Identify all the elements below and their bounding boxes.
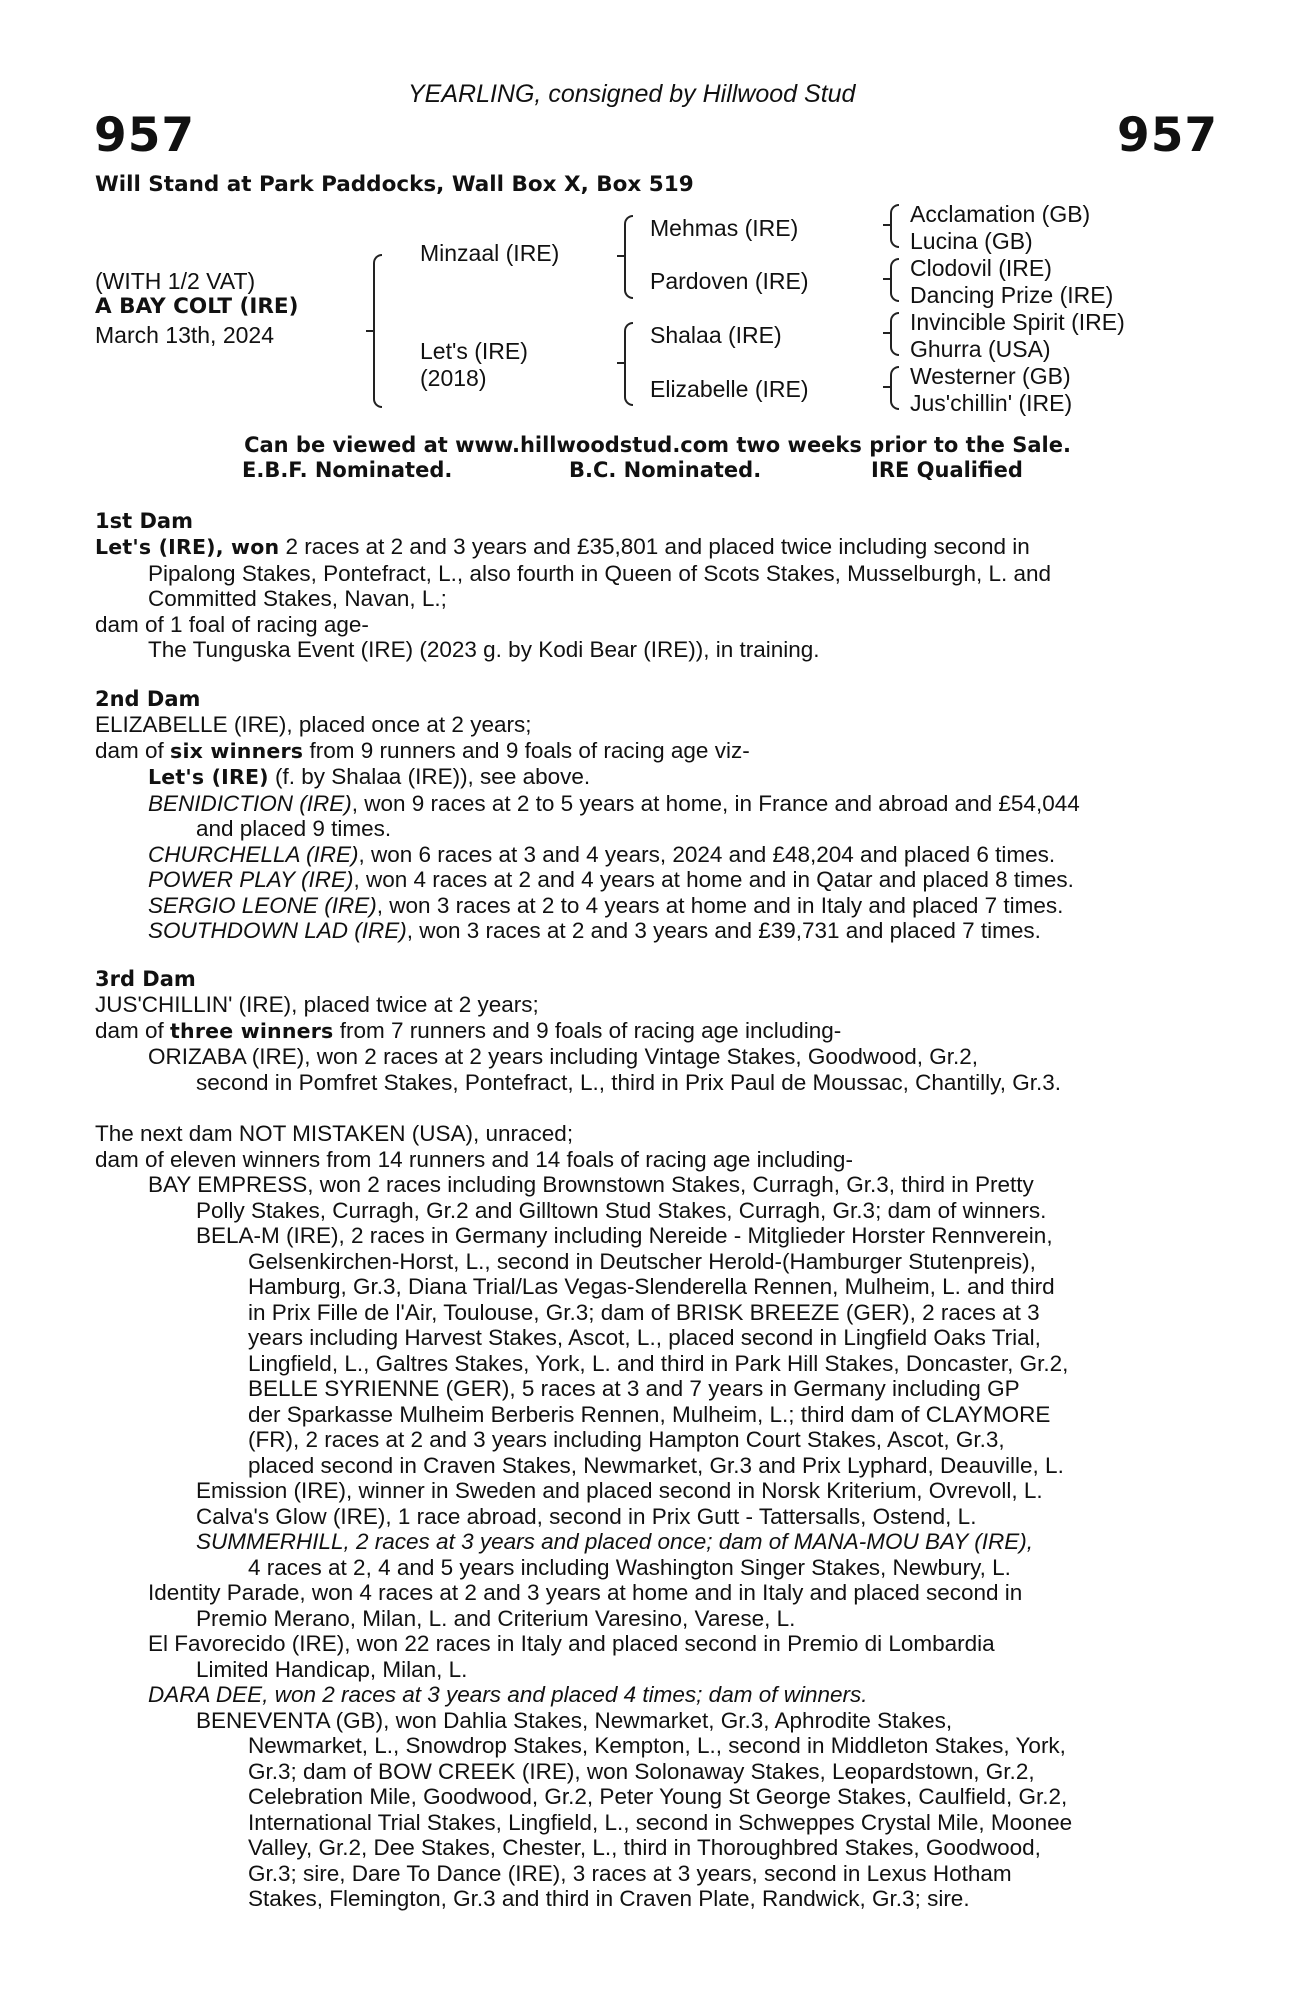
gd-brace-1-tip xyxy=(883,224,890,226)
bela-m-line-5: years including Harvest Stakes, Ascot, L., placed second in Lingfield Oaks Trial, xyxy=(248,1325,1041,1350)
produce-benidiction-text-2: and placed 9 times. xyxy=(196,816,392,841)
dam-year: (2018) xyxy=(420,365,487,391)
dam-name: Let's (IRE) xyxy=(420,338,528,364)
second-dam-text-2: from 9 runners and 9 foals of racing age viz- xyxy=(303,737,750,763)
third-dam-heading: 3rd Dam xyxy=(95,967,196,991)
produce-beneventa: BENEVENTA (GB), won Dahlia Stakes, Newmarket, Gr.3, Aphrodite Stakes, xyxy=(196,1707,953,1733)
produce-benidiction: BENIDICTION (IRE) xyxy=(148,790,352,816)
dam-sire: Shalaa (IRE) xyxy=(650,322,782,348)
produce-dara-dee: DARA DEE, won 2 races at 3 years and placed 4 times; dam of winners. xyxy=(148,1682,868,1707)
produce-churchella: CHURCHELLA (IRE) xyxy=(148,841,359,867)
beneventa-line-2: Newmarket, L., Snowdrop Stakes, Kempton, L., second in Middleton Stakes, York, xyxy=(248,1733,1066,1758)
dam-brace-tip xyxy=(617,362,624,364)
bela-m-line-10: placed second in Craven Stakes, Newmarket, Gr.3 and Prix Lyphard, Deauville, L. xyxy=(248,1452,1064,1478)
second-dam-winners: six winners xyxy=(170,738,304,763)
granddam-1: Acclamation (GB) xyxy=(910,201,1091,227)
second-dam-section xyxy=(95,687,1205,944)
el-favorecido-line-2: Limited Handicap, Milan, L. xyxy=(196,1656,468,1682)
second-dam-line-1: ELIZABELLE (IRE), placed once at 2 years; xyxy=(95,712,532,737)
gd-brace-3 xyxy=(890,312,899,356)
produce-bela-m: BELA-M (IRE), 2 races in Germany including Nereide - Mitglieder Horster Rennverein, xyxy=(196,1223,1053,1248)
first-dam-line-4: dam of 1 foal of racing age- xyxy=(95,611,369,637)
beneventa-line-4: Celebration Mile, Goodwood, Gr.2, Peter Young St George Stakes, Caulfield, Gr.2, xyxy=(248,1784,1068,1809)
granddam-3: Clodovil (IRE) xyxy=(910,255,1052,281)
third-dam-winners: three winners xyxy=(170,1018,334,1043)
sire-dam: Pardoven (IRE) xyxy=(650,268,809,294)
bela-m-line-4: in Prix Fille de l'Air, Toulouse, Gr.3; dam of BRISK BREEZE (GER), 2 races at 3 xyxy=(248,1299,1040,1325)
produce-bay-empress: BAY EMPRESS, won 2 races including Brownstown Stakes, Curragh, Gr.3, third in Pretty xyxy=(148,1172,1034,1197)
pedigree-brace-main xyxy=(373,254,382,408)
viewing-note: Can be viewed at www.hillwoodstud.com two weeks prior to the Sale. xyxy=(244,433,1071,457)
bay-empress-line-2: Polly Stakes, Curragh, Gr.2 and Gilltown Stud Stakes, Curragh, Gr.3; dam of winners. xyxy=(196,1197,1047,1223)
produce-sergio-leone-text: , won 3 races at 2 to 4 years at home and in Italy and placed 7 times. xyxy=(376,892,1064,918)
lot-number-left: 957 xyxy=(94,108,196,163)
second-dam-text: dam of xyxy=(95,737,171,763)
granddam-5: Invincible Spirit (IRE) xyxy=(910,309,1125,335)
third-dam-line-1: JUS'CHILLIN' (IRE), placed twice at 2 years; xyxy=(95,992,539,1017)
granddam-2: Lucina (GB) xyxy=(910,228,1033,254)
consignor-subtitle: YEARLING, consigned by Hillwood Stud xyxy=(408,80,856,108)
gd-brace-2 xyxy=(890,258,899,302)
pedigree-brace-tip xyxy=(366,330,373,332)
produce-power-play-text: , won 4 races at 2 and 4 years at home and in Qatar and placed 8 times. xyxy=(353,867,1074,892)
ire-note: IRE Qualified xyxy=(871,458,1023,482)
beneventa-line-3: Gr.3; dam of BOW CREEK (IRE), won Solonaway Stakes, Leopardstown, Gr.2, xyxy=(248,1758,1035,1784)
gd-brace-4 xyxy=(890,366,899,410)
first-dam-line-2: Pipalong Stakes, Pontefract, L., also fourth in Queen of Scots Stakes, Musselburgh, L. and xyxy=(148,560,1052,586)
bela-m-line-3: Hamburg, Gr.3, Diana Trial/Las Vegas-Slenderella Rennen, Mulheim, L. and third xyxy=(248,1274,1055,1299)
first-dam-foal: The Tunguska Event (IRE) (2023 g. by Kodi Bear (IRE)), in training. xyxy=(148,637,820,662)
beneventa-line-6: Valley, Gr.2, Dee Stakes, Chester, L., third in Thoroughbred Stakes, Goodwood, xyxy=(248,1835,1041,1860)
produce-lets: Let's (IRE) xyxy=(148,765,269,789)
produce-orizaba-text: second in Pomfret Stakes, Pontefract, L., third in Prix Paul de Moussac, Chantilly, Gr.3. xyxy=(196,1069,1061,1095)
first-dam-section xyxy=(95,509,1205,663)
first-dam-heading: 1st Dam xyxy=(95,509,193,533)
stand-location: Will Stand at Park Paddocks, Wall Box X, Box 519 xyxy=(95,172,694,197)
granddam-8: Jus'chillin' (IRE) xyxy=(910,390,1073,416)
foaling-date: March 13th, 2024 xyxy=(95,322,275,348)
dam-brace xyxy=(624,322,633,406)
first-dam-line-3: Committed Stakes, Navan, L.; xyxy=(148,586,447,611)
vat-note: (WITH 1/2 VAT) xyxy=(95,268,256,294)
produce-emission: Emission (IRE), winner in Sweden and placed second in Norsk Kriterium, Ovrevoll, L. xyxy=(196,1478,1043,1503)
next-dam-line-1: The next dam NOT MISTAKEN (USA), unraced; xyxy=(95,1121,574,1146)
produce-orizaba: ORIZABA (IRE), won 2 races at 2 years including Vintage Stakes, Goodwood, Gr.2, xyxy=(148,1044,978,1069)
produce-summerhill: SUMMERHILL, 2 races at 3 years and placed once; dam of MANA-MOU BAY (IRE), xyxy=(196,1529,1033,1554)
produce-sergio-leone: SERGIO LEONE (IRE) xyxy=(148,892,377,918)
beneventa-line-7: Gr.3; sire, Dare To Dance (IRE), 3 races at 3 years, second in Lexus Hotham xyxy=(248,1860,1012,1886)
produce-calvas-glow: Calva's Glow (IRE), 1 race abroad, second in Prix Gutt - Tattersalls, Ostend, L. xyxy=(196,1503,977,1529)
bela-m-line-8: der Sparkasse Mulheim Berberis Rennen, Mulheim, L.; third dam of CLAYMORE xyxy=(248,1401,1051,1427)
next-dam-section xyxy=(95,1121,1205,1912)
granddam-7: Westerner (GB) xyxy=(910,363,1071,389)
gd-brace-2-tip xyxy=(883,278,890,280)
beneventa-line-8: Stakes, Flemington, Gr.3 and third in Craven Plate, Randwick, Gr.3; sire. xyxy=(248,1886,970,1911)
ebf-note: E.B.F. Nominated. xyxy=(242,458,453,482)
summerhill-line-2: 4 races at 2, 4 and 5 years including Washington Singer Stakes, Newbury, L. xyxy=(248,1554,1011,1580)
third-dam-text-2: from 7 runners and 9 foals of racing age including- xyxy=(333,1017,842,1043)
produce-identity-parade: Identity Parade, won 4 races at 2 and 3 years at home and in Italy and placed second in xyxy=(148,1580,1023,1605)
beneventa-line-5: International Trial Stakes, Lingfield, L., second in Schweppes Crystal Mile, Moonee xyxy=(248,1809,1073,1835)
horse-name: A BAY COLT (IRE) xyxy=(95,294,299,319)
gd-brace-1 xyxy=(890,204,899,248)
identity-parade-line-2: Premio Merano, Milan, L. and Criterium Varesino, Varese, L. xyxy=(196,1605,796,1631)
bela-m-line-2: Gelsenkirchen-Horst, L., second in Deutscher Herold-(Hamburger Stutenpreis), xyxy=(248,1248,1036,1274)
bela-m-line-7: BELLE SYRIENNE (GER), 5 races at 3 and 7 years in Germany including GP xyxy=(248,1376,1020,1401)
bela-m-line-9: (FR), 2 races at 2 and 3 years including Hampton Court Stakes, Ascot, Gr.3, xyxy=(248,1427,1005,1452)
produce-lets-text: (f. by Shalaa (IRE)), see above. xyxy=(268,764,591,789)
gd-brace-4-tip xyxy=(883,386,890,388)
dam-dam: Elizabelle (IRE) xyxy=(650,376,809,402)
sire-brace xyxy=(624,215,633,299)
gd-brace-3-tip xyxy=(883,332,890,334)
third-dam-text: dam of xyxy=(95,1017,171,1043)
sire-brace-tip xyxy=(617,255,624,257)
first-dam-line-1: 2 races at 2 and 3 years and £35,801 and placed twice including second in xyxy=(279,534,1030,559)
next-dam-line-2: dam of eleven winners from 14 runners and 14 foals of racing age including- xyxy=(95,1146,853,1172)
granddam-6: Ghurra (USA) xyxy=(910,336,1051,362)
second-dam-heading: 2nd Dam xyxy=(95,687,201,711)
first-dam-name: Let's (IRE), won xyxy=(95,535,280,559)
bela-m-line-6: Lingfield, L., Galtres Stakes, York, L. and third in Park Hill Stakes, Doncaster, Gr.2, xyxy=(248,1350,1069,1376)
sire-name: Minzaal (IRE) xyxy=(420,240,560,266)
lot-number-right: 957 xyxy=(1117,108,1219,163)
sire-sire: Mehmas (IRE) xyxy=(650,215,799,241)
produce-southdown-lad-text: , won 3 races at 2 and 3 years and £39,731 and placed 7 times. xyxy=(406,918,1041,943)
bc-note: B.C. Nominated. xyxy=(569,458,762,482)
produce-benidiction-text: , won 9 races at 2 to 5 years at home, in France and abroad and £54,044 xyxy=(351,790,1080,816)
produce-churchella-text: , won 6 races at 3 and 4 years, 2024 and £48,204 and placed 6 times. xyxy=(358,841,1056,867)
produce-el-favorecido: El Favorecido (IRE), won 22 races in Italy and placed second in Premio di Lombardia xyxy=(148,1631,995,1656)
produce-southdown-lad: SOUTHDOWN LAD (IRE) xyxy=(148,918,407,943)
produce-power-play: POWER PLAY (IRE) xyxy=(148,867,354,892)
granddam-4: Dancing Prize (IRE) xyxy=(910,282,1114,308)
third-dam-section xyxy=(95,967,1205,1095)
